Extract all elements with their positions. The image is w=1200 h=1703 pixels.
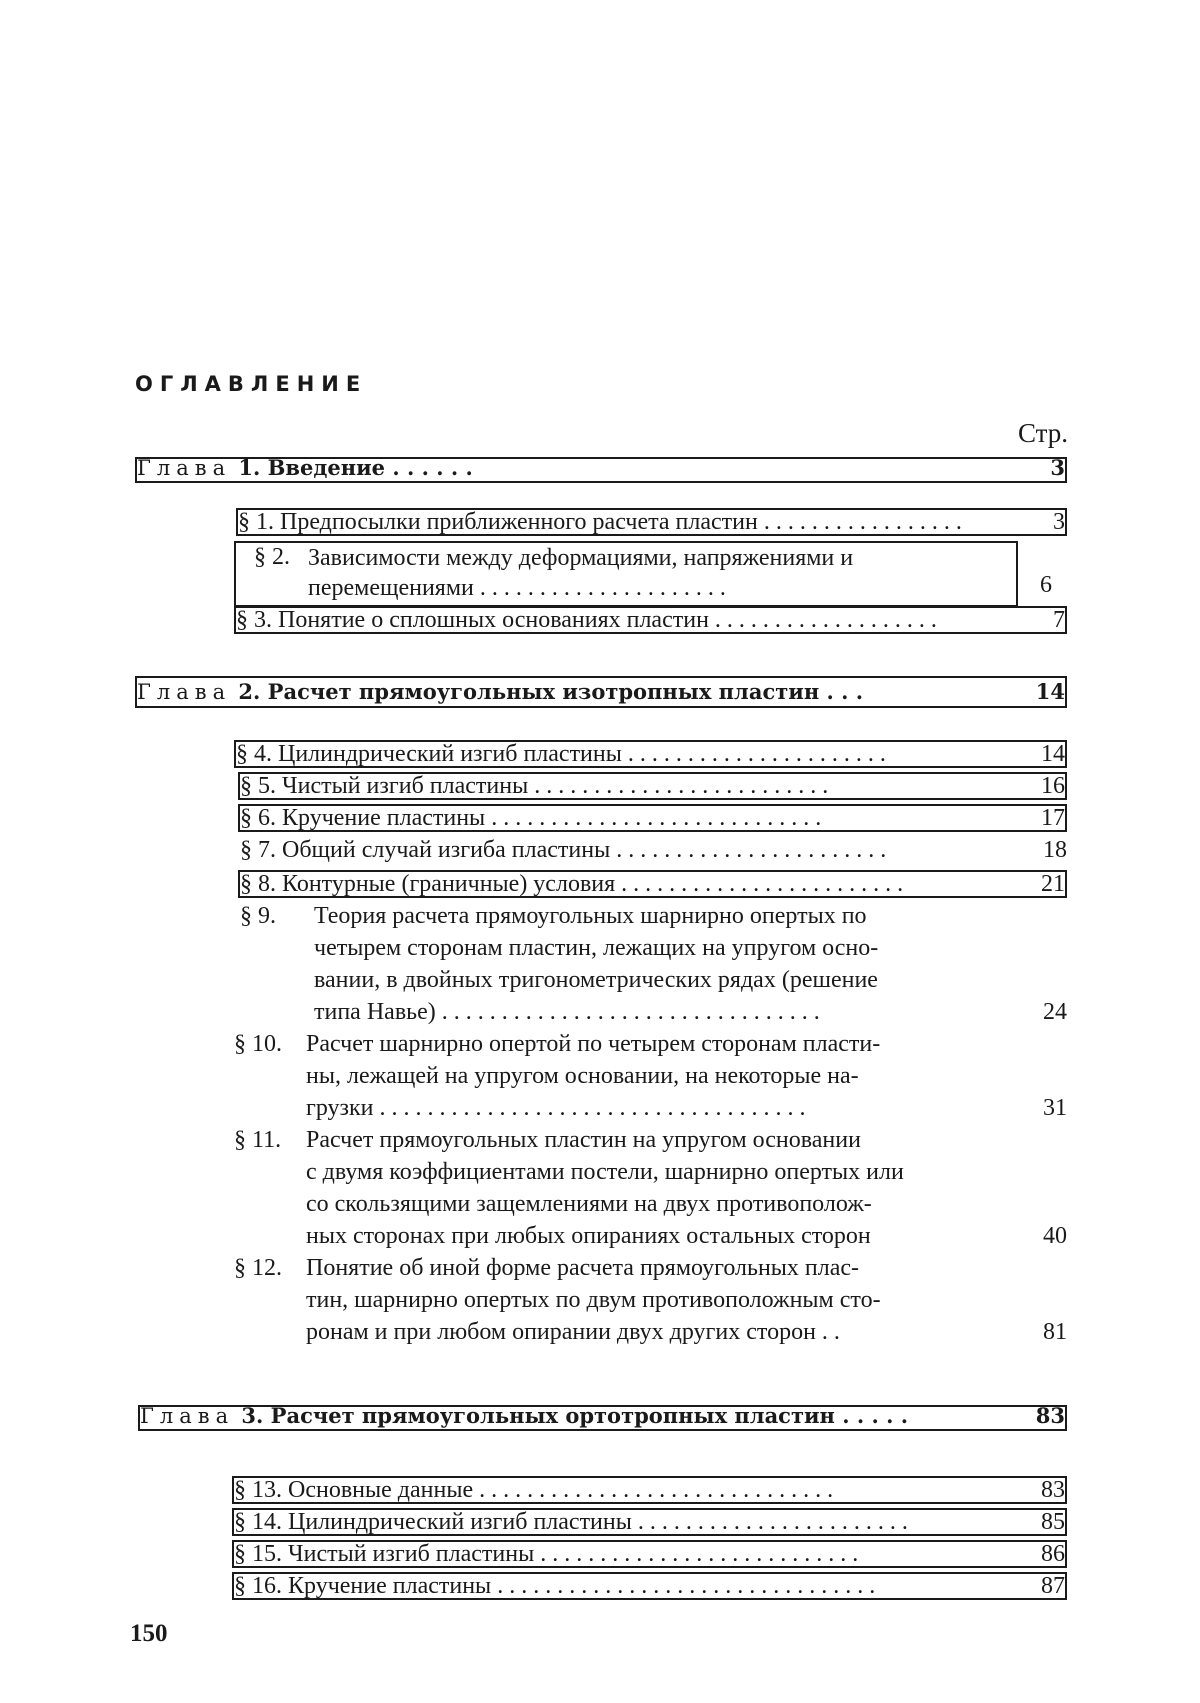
toc-entry-text (234, 1478, 1029, 1502)
dot-leader: . . . . . . . . . . . . . . . . . . . . . . . . (621, 872, 904, 896)
toc-entry-text (236, 608, 1029, 632)
section-title-line: ных сторонах при любых опираниях остальных сторон (306, 1223, 871, 1249)
toc-page: 85 (1041, 1509, 1065, 1535)
page-title: ОГЛАВЛЕНИЕ (135, 372, 368, 396)
toc-section-7[interactable] (240, 834, 1067, 866)
toc-page: 31 (1043, 1095, 1067, 1121)
section-number: § 14. (234, 1510, 282, 1534)
dot-leader: . . . . . . . . . . . . . . . . . . . . . . . . . . . . . . (479, 1478, 834, 1502)
toc-page: 16 (1041, 773, 1065, 799)
section-title-line: грузки . . . . . . . . . . . . . . . . . . . . . . . . . . . . . . . . . . . . (306, 1095, 806, 1121)
section-title-line: со скользящими защемлениями на двух противополож- (306, 1191, 872, 1217)
toc-entry-text (306, 1252, 1020, 1348)
section-title: Чистый изгиб пластины (288, 1542, 535, 1566)
toc-entry-text (137, 678, 1029, 706)
section-title-line: Теория расчета прямоугольных шарнирно опертых по (314, 903, 867, 929)
toc-page: 24 (1043, 999, 1067, 1025)
toc-section-9[interactable] (240, 900, 1067, 1028)
section-title: Кручение пластины (282, 806, 486, 830)
toc-entry-text (306, 1028, 1020, 1124)
toc-entry-text (240, 806, 1029, 830)
toc-page: 21 (1041, 871, 1065, 897)
section-title: Цилиндрический изгиб пластины (278, 742, 622, 766)
chapter-label: Глава (137, 456, 232, 480)
toc-entry-text (234, 1510, 1029, 1534)
chapter-title: Расчет прямоугольных ортотропных пластин (270, 1403, 835, 1428)
section-title: Чистый изгиб пластины (282, 774, 529, 798)
chapter-title: Введение (267, 455, 386, 480)
section-number: § 7. (240, 837, 276, 863)
section-title: Основные данные (288, 1478, 474, 1502)
toc-section-3[interactable] (234, 606, 1067, 634)
section-title-line: с двумя коэффициентами постели, шарнирно опертых или (306, 1159, 904, 1185)
section-title-line: Расчет прямоугольных пластин на упругом основании (306, 1127, 861, 1153)
dot-leader: . . . . . . . . . . . . . . . . . . . . . . . . . . . . (491, 806, 822, 830)
toc-chapter-1[interactable] (135, 457, 1067, 483)
toc-page: 87 (1041, 1573, 1065, 1599)
toc-section-1[interactable] (236, 508, 1067, 536)
toc-page: 14 (1041, 741, 1065, 767)
section-title-line: Расчет шарнирно опертой по четырем сторонам пласти- (306, 1031, 881, 1057)
toc-entry-text (234, 1542, 1029, 1566)
section-number: § 11. (234, 1127, 282, 1153)
toc-section-14[interactable] (232, 1508, 1067, 1536)
toc-page: 3 (1053, 509, 1065, 535)
toc-entry-text (137, 455, 1029, 481)
section-title: Цилиндрический изгиб пластины (288, 1510, 632, 1534)
toc-page: 83 (1041, 1477, 1065, 1503)
toc-page: 3 (1050, 455, 1065, 480)
toc-section-5[interactable] (238, 772, 1067, 800)
toc-page: 7 (1053, 607, 1065, 633)
toc-page: 6 (1040, 572, 1052, 598)
toc-page: 83 (1035, 1403, 1065, 1428)
toc-page: 81 (1043, 1319, 1067, 1345)
toc-entry-text (240, 872, 1029, 896)
section-title: Предпосылки приближенного расчета пластин (280, 510, 758, 534)
dot-leader: . . . . . . (392, 455, 473, 480)
toc-section-2[interactable] (234, 541, 1018, 607)
toc-page: 18 (1043, 837, 1067, 863)
section-title-line: перемещениями . . . . . . . . . . . . . . . . . . . . . (308, 575, 726, 601)
toc-entry-text (238, 510, 1029, 534)
toc-section-15[interactable] (232, 1540, 1067, 1568)
toc-entry-text (140, 1403, 1029, 1429)
dot-leader: . . . (826, 679, 864, 704)
section-number: § 15. (234, 1542, 282, 1566)
section-title: Контурные (граничные) условия (282, 872, 616, 896)
section-number: § 9. (240, 903, 276, 929)
chapter-label: Глава (140, 1404, 235, 1428)
section-title-line: типа Навье) . . . . . . . . . . . . . . . . . . . . . . . . . . . . . . . . (314, 999, 820, 1025)
chapter-number: 2. (238, 679, 261, 704)
section-number: § 10. (234, 1031, 282, 1057)
dot-leader: . . . . . . . . . . . . . . . . . . . . . . (627, 742, 886, 766)
section-title-line: четырем сторонам пластин, лежащих на упругом осно- (314, 935, 879, 961)
section-number: § 3. (236, 608, 272, 632)
toc-section-13[interactable] (232, 1476, 1067, 1504)
toc-entry-text (234, 1574, 1029, 1598)
toc-page: 14 (1035, 679, 1065, 704)
section-number: § 5. (240, 774, 276, 798)
section-number: § 6. (240, 806, 276, 830)
section-title: Кручение пластины (288, 1574, 492, 1598)
toc-chapter-3[interactable] (138, 1405, 1067, 1431)
section-title-line: Понятие об иной форме расчета прямоугольных плас- (306, 1255, 860, 1281)
toc-entry-text (308, 543, 1008, 603)
toc-entry-text (240, 774, 1029, 798)
section-number: § 16. (234, 1574, 282, 1598)
toc-page: 17 (1041, 805, 1065, 831)
section-number: § 12. (234, 1255, 282, 1281)
chapter-label: Глава (137, 680, 232, 704)
section-title-line: Зависимости между деформациями, напряжениями и (308, 545, 854, 571)
chapter-title: Расчет прямоугольных изотропных пластин (267, 679, 820, 704)
toc-section-12[interactable] (234, 1252, 1067, 1348)
dot-leader: . . . . . . . . . . . . . . . . . . . . . . . (616, 837, 887, 863)
toc-section-8[interactable] (238, 870, 1067, 898)
toc-section-6[interactable] (238, 804, 1067, 832)
section-title-line: тин, шарнирно опертых по двум противоположным сто- (306, 1287, 881, 1313)
section-title-line: вании, в двойных тригонометрических рядах (решение (314, 967, 878, 993)
dot-leader: . . . . . . . . . . . . . . . . . . . (714, 608, 937, 632)
section-title: Понятие о сплошных основаниях пластин (278, 608, 709, 632)
toc-page: 40 (1043, 1223, 1067, 1249)
section-title-line: ронам и при любом опирании двух других сторон . . (306, 1319, 840, 1345)
dot-leader: . . . . . . . . . . . . . . . . . . . . . . . . . . . . . . . . (497, 1574, 876, 1598)
chapter-number: 3. (241, 1403, 264, 1428)
section-number: § 13. (234, 1478, 282, 1502)
section-number: § 4. (236, 742, 272, 766)
toc-section-10[interactable] (234, 1028, 1067, 1124)
toc-section-11[interactable] (234, 1124, 1067, 1252)
section-number: § 1. (238, 510, 274, 534)
toc-entry-text (240, 834, 1031, 866)
page-column-label: Стр. (1018, 418, 1069, 448)
dot-leader: . . . . . . . . . . . . . . . . . (763, 510, 962, 534)
toc-section-16[interactable] (232, 1572, 1067, 1600)
toc-entry-text (314, 900, 1026, 1028)
toc-page: 86 (1041, 1541, 1065, 1567)
toc-entry-text (236, 742, 1029, 766)
toc-chapter-2[interactable] (135, 676, 1067, 708)
toc-section-4[interactable] (234, 740, 1067, 768)
page-number: 150 (130, 1620, 168, 1647)
dot-leader: . . . . . . . . . . . . . . . . . . . . . . . . . (534, 774, 829, 798)
toc-entry-text (306, 1124, 1020, 1252)
dot-leader: . . . . . (842, 1403, 909, 1428)
dot-leader: . . . . . . . . . . . . . . . . . . . . . . . (637, 1510, 908, 1534)
chapter-number: 1. (238, 455, 261, 480)
section-title-line: ны, лежащей на упругом основании, на некоторые на- (306, 1063, 859, 1089)
dot-leader: . . . . . . . . . . . . . . . . . . . . . . . . . . . (540, 1542, 859, 1566)
section-number: § 8. (240, 872, 276, 896)
section-number: § 2. (254, 544, 290, 570)
section-title: Общий случай изгиба пластины (282, 837, 611, 863)
